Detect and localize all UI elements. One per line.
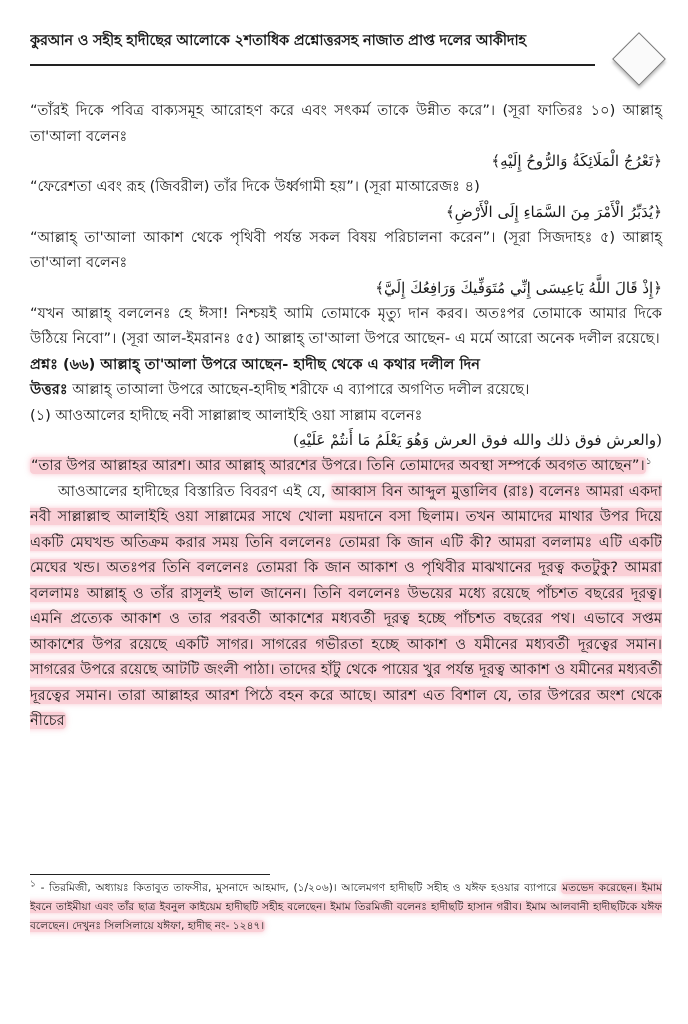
header-divider (30, 64, 595, 66)
question-66 (30, 352, 662, 378)
page-header-title: কুরআন ও সহীহ হাদীছের আলোকে ২শতাধিক প্রশ্নোত্তরসহ নাজাত প্রাপ্ত দলের আকীদাহ (30, 33, 526, 49)
paragraph-awal-hadith-intro: (১) আওআলের হাদীছে নবী সাল্লাল্লাহু আলাইহি ওয়া সাল্লাম বলেনঃ (30, 406, 423, 424)
answer-text: আল্লাহ্ তাআলা উপরে আছেন-হাদীছ শরীফে এ ব্যাপারে অগণিত দলীল রয়েছে। (72, 381, 530, 398)
footnote-text-highlighted: মতভেদ করেছেন। ইমাম ইবনে তাইমীয়া এবং তাঁর ছাত্র ইবনুল কাইয়েম হাদীছটি সহীহ বলেছেন। ইমাম তিরমিজী বলেনঃ হাদীছটি হাসান গরীব। ইমাম আলবানী হাদীছটিকে যঈফ বলেছেন। দেখুনঃ সিলসিলায়ে যঈফা, হাদীছ নং- ১২৪৭। (30, 882, 662, 932)
paragraph-imran-translation: “যখন আল্লাহ্ বললেনঃ হে ঈসা! নিশ্চয়ই আমি তোমাকে মৃত্যু দান করব। অতঃপর তোমাকে আমার দিকে উঠিয়ে নিবো”। (সূরা আল-ইমরানঃ ৫৫) আল্লাহ্ তা'আলা উপরে আছেন- এ মর্মে আরো অনেক দলীল রয়েছে। (30, 304, 662, 347)
arabic-verse-imran: ﴿إِذْ قَالَ اللَّهُ يَاعِيسَى إِنِّي مُتَوَفِّيكَ وَرَافِعُكَ إِلَيَّ﴾ (375, 278, 662, 297)
footnote-reference-mark: ১ (645, 457, 652, 468)
answer-label: উত্তরঃ (30, 381, 68, 398)
page-corner-ornament-icon (612, 32, 666, 86)
footnote-text-plain: - তিরমিজী, অধ্যায়ঃ কিতাবুত তাফসীর, মুসনাদে আহমাদ, (১/২০৬)। আলেমগণ হাদীছটি সহীহ ও যঈফ হওয়ার ব্যাপারে (40, 882, 557, 894)
question-label: প্রশ্নঃ (30, 355, 58, 373)
paragraph-awal-hadith-detail (30, 479, 662, 734)
arabic-verse-maarij: ﴿تَعْرُجُ الْمَلَائِكَةُ وَالرُّوحُ إِلَيْهِ﴾ (491, 152, 662, 170)
footnote-1 (30, 879, 662, 936)
footnote-divider (30, 874, 270, 875)
paragraph-arsh-translation (30, 453, 662, 479)
paragraph-maarij-translation: “ফেরেশতা এবং রূহ (জিবরীল) তাঁর দিকে উর্ধ্বগামী হয়”। (সূরা মাআরেজঃ ৪) (30, 178, 480, 195)
answer-66 (30, 377, 662, 403)
paragraph-sajdah-translation: “আল্লাহ্ তা'আলা আকাশ থেকে পৃথিবী পর্যন্ত সকল বিষয় পরিচালনা করেন”। (সূরা সিজদাহঃ ৫) আল্লাহ্ তা'আলা বলেনঃ (30, 228, 662, 271)
question-text: (৬৬) আল্লাহ্ তা'আলা উপরে আছেন- হাদীছ থেকে এ কথার দলীল দিন (62, 355, 481, 373)
arabic-verse-sajdah: ﴿يُدَبِّرُ الْأَمْرَ مِنَ السَّمَاءِ إِلَى الْأَرْضِ﴾ (445, 202, 662, 221)
arabic-hadith-arsh: (والعرش فوق ذلك والله فوق العرش وَهُوَ يَعْلَمُ مَا أَنتُمْ عَلَيْهِ) (293, 431, 662, 449)
highlighted-abbas-narration: আব্বাস বিন আব্দুল মুত্তালিব (রাঃ) বলেনঃ আমরা একদা নবী সাল্লাল্লাহু আলাইহি ওয়া সাল্লামের সাথে খোলা ময়দানে বসা ছিলাম। তখন আমাদের মাথার উপর দিয়ে একটি মেঘখন্ড অতিক্রম করার সময় তিনি বললেনঃ তোমরা কি জান এটি কী? আমরা বললামঃ এটি একটি মেঘের খন্ড। অতঃপর তিনি বললেনঃ তোমরা কি জান আকাশ ও পৃথিবীর মাঝখানের দূরত্ব কতটুকু? আমরা বললামঃ আল্লাহ্ ও তাঁর রাসূলই ভাল জানেন। তিনি বললেনঃ উভয়ের মধ্যে রয়েছে পাঁচশত বছরের দূরত্ব। এমনি প্রত্যেক আকাশ ও তার পরবর্তী আকাশের মধ্যবর্তী দূরত্ব হচ্ছে পাঁচশত বছরের পথ। এভাবে সপ্তম আকাশের উপর রয়েছে একটি সাগর। সাগরের গভীরতা হচ্ছে আকাশ ও যমীনের মধ্যবর্তী দূরত্বের সমান। সাগরের উপরে রয়েছে আটটি জংলী পাঠা। তাদের হাঁটু থেকে পায়ের খুর পর্যন্ত দূরত্ব আকাশ ও যমীনের মধ্যবর্তী দূরত্বের সমান। তারা আল্লাহর আরশ পিঠে বহন করে আছে। আরশ এত বিশাল যে, তার উপরের অংশ থেকে নীচের (30, 482, 663, 729)
highlighted-arsh-translation: “তার উপর আল্লাহর আরশ। আর আল্লাহ্ আরশের উপরে। তিনি তোমাদের অবস্থা সম্পর্কে অবগত আছেন”। (31, 457, 645, 474)
page-body (30, 98, 662, 734)
paragraph-fatir-translation: “তাঁরই দিকে পবিত্র বাক্যসমূহ আরোহণ করে এবং সৎকর্ম তাকে উন্নীত করে”। (সূরা ফাতিরঃ ১০) আল্লাহ্ তা'আলা বলেনঃ (30, 102, 662, 145)
footnote-mark: ১ (30, 879, 36, 890)
detail-lead-text: আওআলের হাদীছের বিস্তারিত বিবরণ এই যে, (58, 482, 326, 500)
